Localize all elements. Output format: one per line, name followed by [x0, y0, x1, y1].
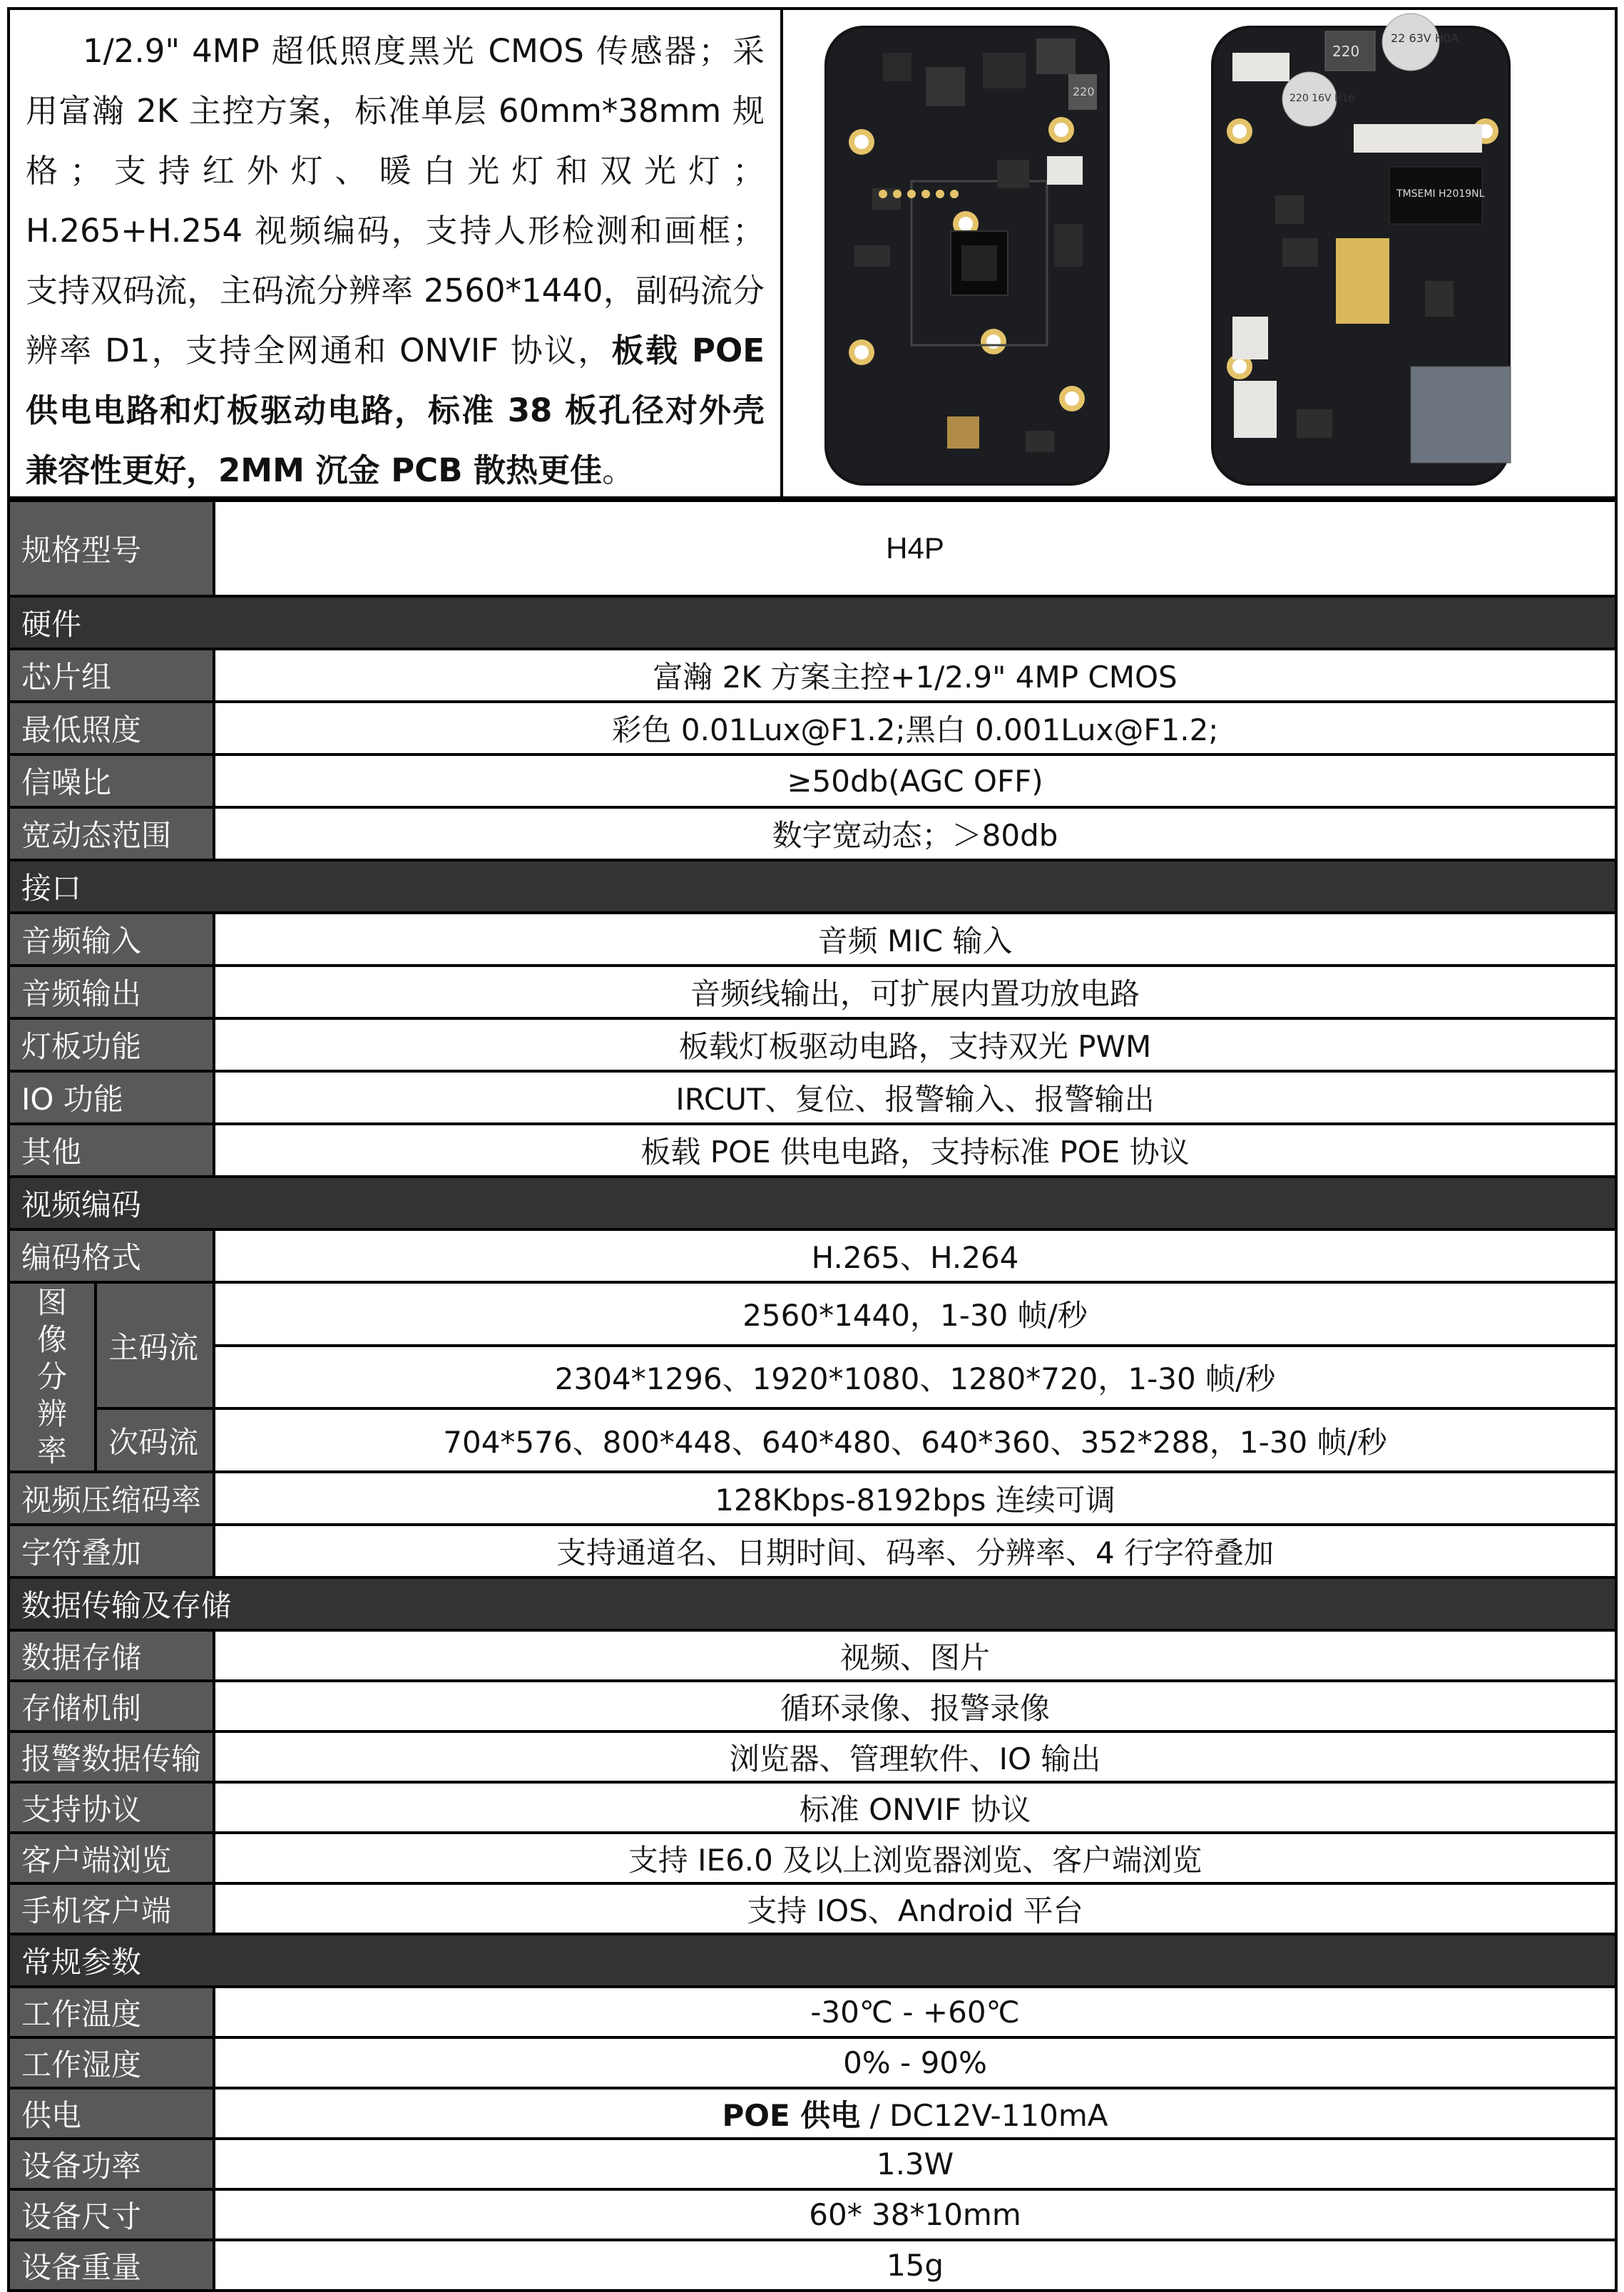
power-poe: POE 供电: [722, 2097, 861, 2133]
board-photos: [783, 10, 1615, 496]
intro-bold-text: 板载 POE 供电电路和灯板驱动电路，标准 38 板孔径对外壳兼容性更好，2MM 沉金 PCB 散热更佳: [26, 332, 765, 489]
row-label: 手机客户端: [9, 1883, 214, 1934]
section-title: 常规参数: [9, 1934, 1616, 1987]
row-label: 工作温度: [9, 1987, 214, 2037]
inductor-220-marking: 220: [1332, 43, 1360, 60]
section-interface: [9, 860, 1616, 913]
model-label: 规格型号: [9, 501, 214, 596]
row-value: 板载 POE 供电电路，支持标准 POE 协议: [214, 1124, 1616, 1177]
row-value: 彩色 0.01Lux@F1.2;黑白 0.001Lux@F1.2;: [214, 702, 1616, 754]
row-value: 支持 IE6.0 及以上浏览器浏览、客户端浏览: [214, 1833, 1616, 1883]
row-value: 0% - 90%: [214, 2037, 1616, 2088]
row-label: 宽动态范围: [9, 807, 214, 860]
row-label: 报警数据传输: [9, 1731, 214, 1782]
row-label: 客户端浏览: [9, 1833, 214, 1883]
row-label: 信噪比: [9, 754, 214, 807]
row-label: 支持协议: [9, 1782, 214, 1833]
intro-normal-text: 1/2.9" 4MP 超低照度黑光 CMOS 传感器；采用富瀚 2K 主控方案，标准单层 60mm*38mm 规格；支持红外灯、暖白光灯和双光灯；H.265+H.254 视频编码，支持人形检测和画框；支持双码流，主码流分辨率 2560*1440，副码流分辨率 D1，支持全网通和 ONVIF 协议，: [26, 32, 765, 369]
row-label: 数据存储: [9, 1630, 214, 1681]
resolution-row-3: [9, 1408, 1616, 1472]
table-row: [9, 2088, 1616, 2139]
row-label: 编码格式: [9, 1229, 214, 1282]
intro-block: [7, 7, 1618, 499]
table-row: [9, 807, 1616, 860]
row-value: 板载灯板驱动电路，支持双光 PWM: [214, 1018, 1616, 1071]
section-storage: [9, 1577, 1616, 1630]
row-label: 字符叠加: [9, 1525, 214, 1577]
row-label: 灯板功能: [9, 1018, 214, 1071]
table-row: [9, 1883, 1616, 1934]
table-row: [9, 1018, 1616, 1071]
transformer-marking: TMSEMI H2019NL: [1396, 188, 1485, 200]
row-value: H.265、H.264: [214, 1229, 1616, 1282]
table-row: [9, 1229, 1616, 1282]
table-row: [9, 2139, 1616, 2189]
row-value: 支持 IOS、Android 平台: [214, 1883, 1616, 1934]
table-row: [9, 2037, 1616, 2088]
row-value: 60* 38*10mm: [214, 2189, 1616, 2240]
table-row: [9, 1782, 1616, 1833]
spec-sheet: [7, 7, 1618, 2292]
row-label: 其他: [9, 1124, 214, 1177]
section-title: 视频编码: [9, 1177, 1616, 1229]
intro-end: 。: [602, 451, 635, 489]
row-value: IRCUT、复位、报警输入、报警输出: [214, 1071, 1616, 1124]
row-label: 存储机制: [9, 1681, 214, 1731]
row-value: 音频线输出，可扩展内置功放电路: [214, 966, 1616, 1018]
row-label: 设备尺寸: [9, 2189, 214, 2240]
section-video: [9, 1177, 1616, 1229]
row-value: 浏览器、管理软件、IO 输出: [214, 1731, 1616, 1782]
model-row: [9, 501, 1616, 596]
row-label: 视频压缩码率: [9, 1472, 214, 1525]
row-value: 富瀚 2K 方案主控+1/2.9" 4MP CMOS: [214, 649, 1616, 702]
row-label: 工作湿度: [9, 2037, 214, 2088]
table-row: [9, 2189, 1616, 2240]
section-title: 数据传输及存储: [9, 1577, 1616, 1630]
table-row: [9, 2240, 1616, 2291]
model-value: H4P: [214, 501, 1616, 596]
capacitor-marking-2: 220 16V H16: [1290, 93, 1355, 104]
row-value: 数字宽动态；＞80db: [214, 807, 1616, 860]
label-char: 分: [36, 1359, 67, 1394]
table-row: [9, 649, 1616, 702]
row-label: 芯片组: [9, 649, 214, 702]
row-label: 最低照度: [9, 702, 214, 754]
inductor-marking: 220: [1073, 85, 1095, 98]
section-title: 硬件: [9, 596, 1616, 649]
label-char: 率: [36, 1433, 67, 1468]
table-row: [9, 913, 1616, 966]
row-value: [214, 2088, 1616, 2139]
row-value: 支持通道名、日期时间、码率、分辨率、4 行字符叠加: [214, 1525, 1616, 1577]
main-stream-value-1: 2560*1440，1-30 帧/秒: [214, 1282, 1616, 1346]
pcb-photos: [783, 10, 1615, 496]
spec-table: [7, 499, 1618, 2292]
sub-stream-label: 次码流: [96, 1408, 214, 1472]
table-row: [9, 1124, 1616, 1177]
resolution-row-1: [9, 1282, 1616, 1346]
row-value: -30℃ - +60℃: [214, 1987, 1616, 2037]
row-label: 供电: [9, 2088, 214, 2139]
intro-description: [10, 10, 783, 496]
sub-stream-value: 704*576、800*448、640*480、640*360、352*288，1-30 帧/秒: [214, 1408, 1616, 1472]
power-dc: / DC12V-110mA: [860, 2097, 1108, 2133]
main-stream-value-2: 2304*1296、1920*1080、1280*720，1-30 帧/秒: [214, 1346, 1616, 1409]
row-value: 15g: [214, 2240, 1616, 2291]
label-char: 像: [36, 1322, 67, 1357]
pcb-front-board-image: [824, 26, 1110, 486]
table-row: [9, 1071, 1616, 1124]
section-title: 接口: [9, 860, 1616, 913]
resolution-label: [9, 1282, 96, 1472]
pcb-back-board-image: [1211, 14, 1511, 486]
table-row: [9, 1525, 1616, 1577]
label-char: 图: [36, 1285, 67, 1320]
row-label: IO 功能: [9, 1071, 214, 1124]
row-label: 设备功率: [9, 2139, 214, 2189]
table-row: [9, 1681, 1616, 1731]
row-value: 循环录像、报警录像: [214, 1681, 1616, 1731]
row-value: 视频、图片: [214, 1630, 1616, 1681]
main-stream-label: 主码流: [96, 1282, 214, 1408]
table-row: [9, 1987, 1616, 2037]
row-value: 标准 ONVIF 协议: [214, 1782, 1616, 1833]
row-label: 音频输出: [9, 966, 214, 1018]
label-char: 辨: [36, 1396, 67, 1431]
section-general: [9, 1934, 1616, 1987]
row-label: 设备重量: [9, 2240, 214, 2291]
capacitor-marking-1: 22 63V H0A: [1391, 31, 1459, 45]
table-row: [9, 702, 1616, 754]
row-label: 音频输入: [9, 913, 214, 966]
table-row: [9, 966, 1616, 1018]
table-row: [9, 754, 1616, 807]
table-row: [9, 1630, 1616, 1681]
row-value: 128Kbps-8192bps 连续可调: [214, 1472, 1616, 1525]
row-value: ≥50db(AGC OFF): [214, 754, 1616, 807]
table-row: [9, 1472, 1616, 1525]
section-hardware: [9, 596, 1616, 649]
row-value: 音频 MIC 输入: [214, 913, 1616, 966]
row-value: 1.3W: [214, 2139, 1616, 2189]
table-row: [9, 1731, 1616, 1782]
table-row: [9, 1833, 1616, 1883]
resolution-row-2: [9, 1346, 1616, 1409]
